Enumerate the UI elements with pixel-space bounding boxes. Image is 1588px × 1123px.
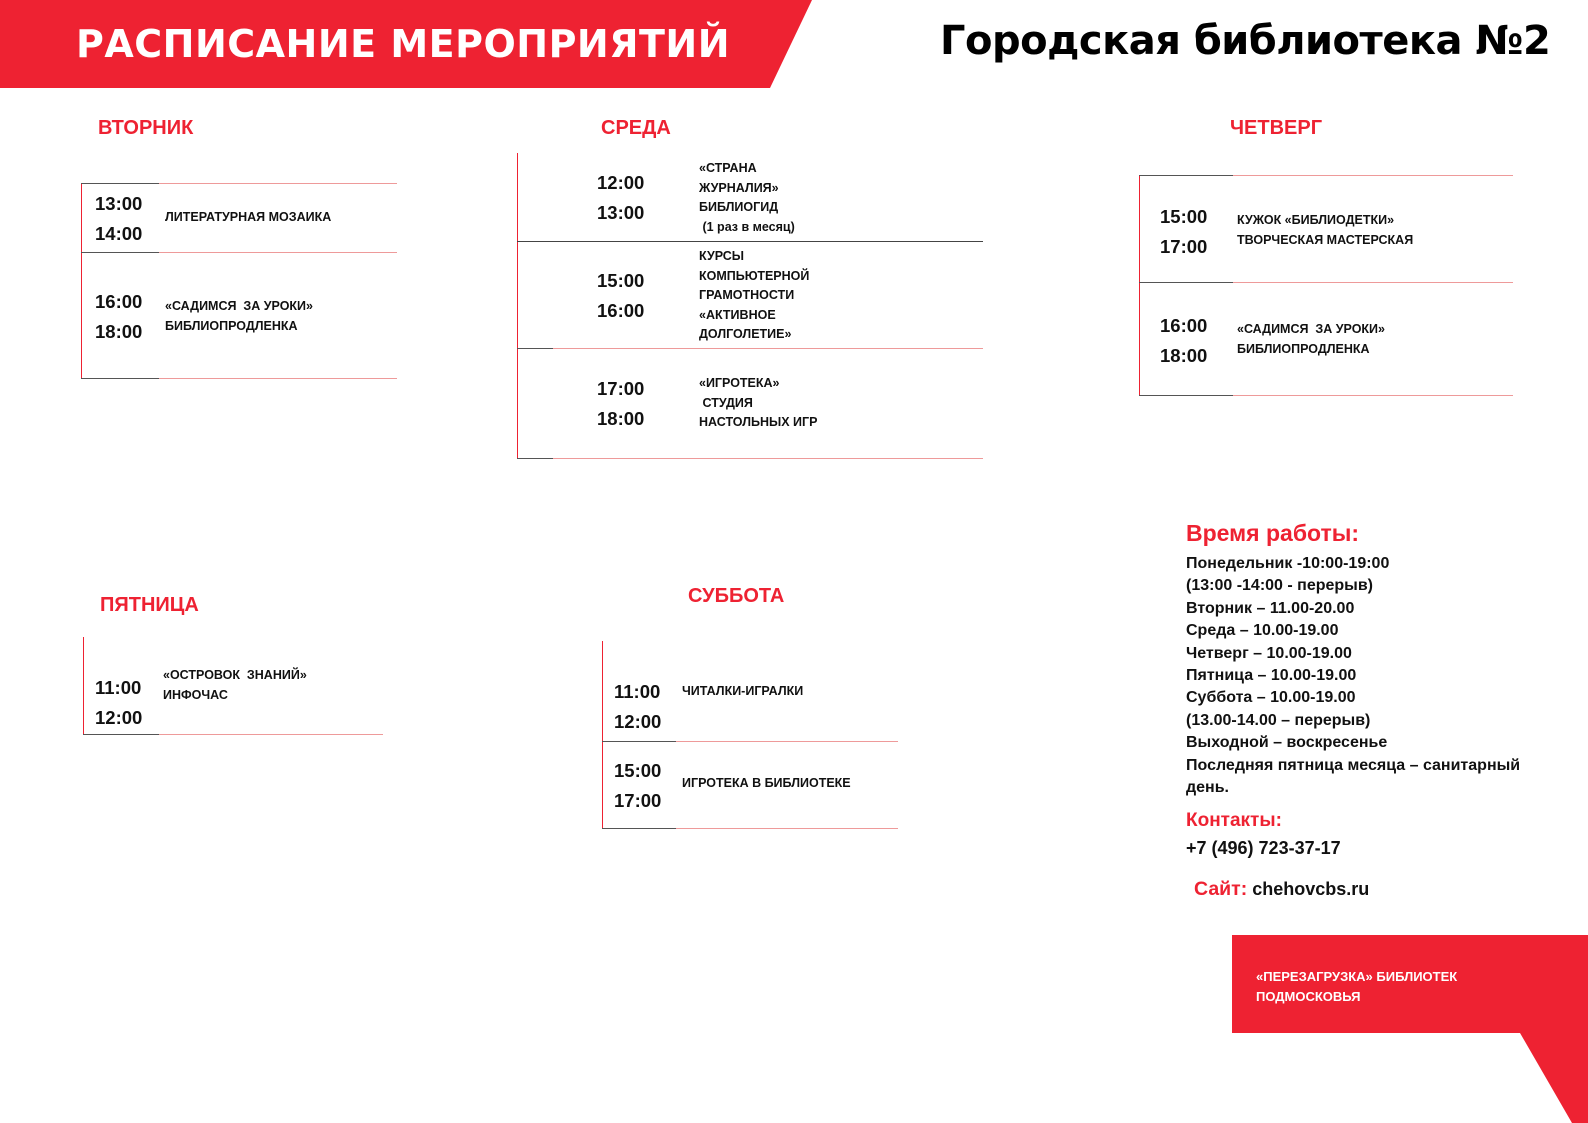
row-divider bbox=[1139, 395, 1513, 396]
event-time: 11:00 12:00 bbox=[614, 681, 662, 732]
schedule-block-friday bbox=[83, 637, 383, 735]
row-divider bbox=[81, 252, 397, 253]
event-time: 15:00 17:00 bbox=[1160, 206, 1208, 257]
block-left-line bbox=[83, 637, 84, 735]
day-title-thursday: ЧЕТВЕРГ bbox=[1230, 117, 1323, 139]
row-divider bbox=[602, 828, 898, 829]
event-time: 17:00 18:00 bbox=[597, 378, 645, 429]
row-divider bbox=[517, 241, 983, 242]
schedule-block-tuesday bbox=[81, 183, 397, 379]
day-title-friday: ПЯТНИЦА bbox=[100, 594, 199, 616]
event-time: 15:00 16:00 bbox=[597, 270, 645, 321]
event-description: КУРСЫ КОМПЬЮТЕРНОЙ ГРАМОТНОСТИ «АКТИВНОЕ ДОЛГОЛЕТИЕ» bbox=[699, 249, 810, 341]
working-hours-line: Суббота – 10.00-19.00 bbox=[1186, 689, 1356, 707]
working-hours-title: Время работы: bbox=[1186, 520, 1360, 546]
banner-title: РАСПИСАНИЕ МЕРОПРИЯТИЙ bbox=[76, 22, 731, 66]
row-divider bbox=[1139, 282, 1513, 283]
working-hours-line: Последняя пятница месяца – санитарный bbox=[1186, 756, 1521, 774]
working-hours-line: Выходной – воскресенье bbox=[1186, 734, 1388, 752]
block-left-line bbox=[1139, 175, 1140, 396]
event-description: КУЖОК «БИБЛИОДЕТКИ» ТВОРЧЕСКАЯ МАСТЕРСКАЯ bbox=[1237, 213, 1414, 247]
event-time: 12:00 13:00 bbox=[597, 172, 645, 223]
working-hours-line: Четверг – 10.00-19.00 bbox=[1186, 644, 1352, 662]
row-divider bbox=[81, 378, 397, 379]
schedule-block-thursday bbox=[1139, 175, 1513, 396]
working-hours-line: (13:00 -14:00 - перерыв) bbox=[1186, 577, 1373, 595]
header-banner bbox=[0, 0, 812, 88]
working-hours-list bbox=[1186, 553, 1520, 799]
working-hours-line: Понедельник -10:00-19:00 bbox=[1186, 555, 1390, 572]
event-time: 15:00 17:00 bbox=[614, 760, 662, 811]
site-line bbox=[1194, 878, 1369, 901]
footer-shape bbox=[1232, 935, 1588, 1123]
event-time: 16:00 18:00 bbox=[95, 291, 143, 342]
event-time: 16:00 18:00 bbox=[1160, 315, 1208, 366]
working-hours bbox=[1186, 520, 1520, 799]
working-hours-line: день. bbox=[1186, 779, 1229, 797]
event-description: «СТРАНА ЖУРНАЛИЯ» БИБЛИОГИД (1 раз в месяц) bbox=[699, 161, 795, 234]
day-title-tuesday: ВТОРНИК bbox=[98, 117, 194, 139]
event-time: 11:00 12:00 bbox=[95, 677, 143, 728]
event-description: «ОСТРОВОК ЗНАНИЙ» ИНФОЧАС bbox=[163, 668, 307, 702]
row-divider bbox=[602, 741, 898, 742]
day-title-wednesday: СРЕДА bbox=[601, 117, 671, 139]
event-description: «ИГРОТЕКА» СТУДИЯ НАСТОЛЬНЫХ ИГР bbox=[699, 376, 818, 429]
working-hours-line: Вторник – 11.00-20.00 bbox=[1186, 599, 1355, 617]
event-description: ЧИТАЛКИ-ИГРАЛКИ bbox=[682, 684, 804, 698]
event-description: ИГРОТЕКА В БИБЛИОТЕКЕ bbox=[682, 776, 851, 790]
event-time: 13:00 14:00 bbox=[95, 193, 143, 244]
event-description: «САДИМСЯ ЗА УРОКИ» БИБЛИОПРОДЛЕНКА bbox=[1237, 322, 1385, 356]
block-left-line bbox=[81, 183, 82, 379]
working-hours-line: Среда – 10.00-19.00 bbox=[1186, 622, 1339, 640]
schedule-block-saturday bbox=[602, 641, 898, 829]
block-left-line bbox=[602, 641, 603, 829]
block-left-line bbox=[517, 153, 518, 459]
site-label: Сайт: bbox=[1194, 878, 1248, 900]
row-divider bbox=[517, 348, 983, 349]
site-link: chehovcbs.ru bbox=[1252, 879, 1370, 899]
row-divider bbox=[81, 183, 397, 184]
footer-banner bbox=[1232, 935, 1588, 1123]
row-divider bbox=[517, 458, 983, 459]
event-description: ЛИТЕРАТУРНАЯ МОЗАИКА bbox=[165, 210, 332, 224]
row-divider bbox=[83, 734, 383, 735]
working-hours-line: (13.00-14.00 – перерыв) bbox=[1186, 711, 1371, 729]
row-divider bbox=[1139, 175, 1513, 176]
library-title: Городская библиотека №2 bbox=[940, 18, 1551, 64]
phone-number: +7 (496) 723-37-17 bbox=[1186, 838, 1341, 858]
schedule-block-wednesday bbox=[517, 153, 983, 459]
working-hours-line: Пятница – 10.00-19.00 bbox=[1186, 667, 1357, 685]
contacts-title: Контакты: bbox=[1186, 810, 1282, 831]
footer-text: «ПЕРЕЗАГРУЗКА» БИБЛИОТЕК ПОДМОСКОВЬЯ bbox=[1256, 969, 1458, 1004]
day-title-saturday: СУББОТА bbox=[688, 585, 785, 607]
event-description: «САДИМСЯ ЗА УРОКИ» БИБЛИОПРОДЛЕНКА bbox=[165, 299, 313, 333]
